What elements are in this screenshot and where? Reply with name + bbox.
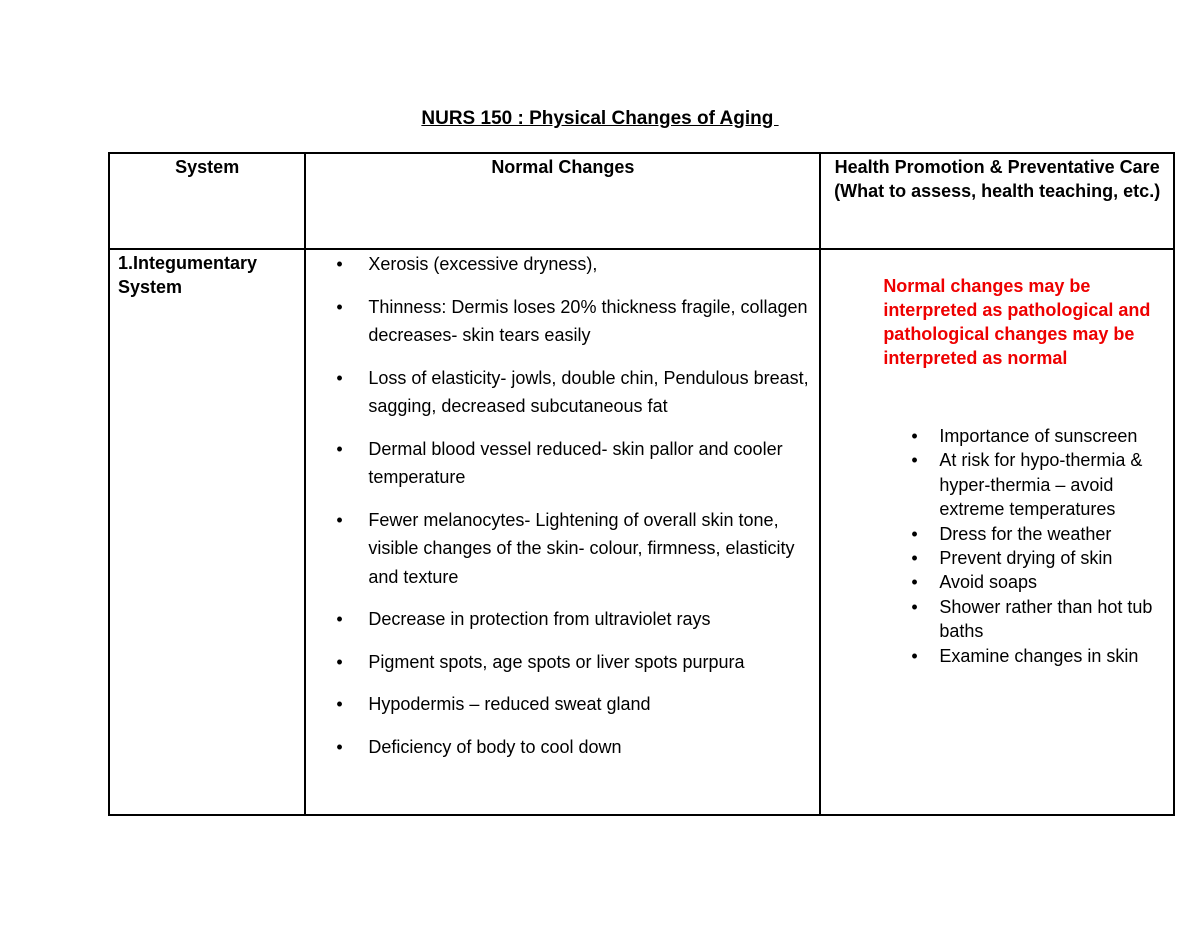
list-item: • Fewer melanocytes- Lightening of overall skin tone, visible changes of the skin- colour, firmness, elasticity and texture <box>334 506 819 592</box>
document-title: NURS 150 : Physical Changes of Aging <box>421 108 779 129</box>
list-item: • Shower rather than hot tub baths <box>911 595 1173 644</box>
list-item: • Decrease in protection from ultraviolet rays <box>334 605 819 634</box>
list-item: • At risk for hypo-thermia & hyper-thermia – avoid extreme temperatures <box>911 448 1173 521</box>
list-item: • Dermal blood vessel reduced- skin pallor and cooler temperature <box>334 435 819 492</box>
normal-changes-cell <box>305 249 820 815</box>
warning-note: Normal changes may be interpreted as pathological and pathological changes may be interpreted as normal <box>883 276 1151 368</box>
list-item: • Importance of sunscreen <box>911 424 1173 448</box>
list-item: • Loss of elasticity- jowls, double chin, Pendulous breast, sagging, decreased subcutaneous fat <box>334 364 819 421</box>
aging-changes-table <box>108 152 1175 816</box>
header-normal-changes <box>305 153 820 249</box>
list-item: • Prevent drying of skin <box>911 546 1173 570</box>
health-promotion-cell <box>820 249 1174 815</box>
list-item: • Deficiency of body to cool down <box>334 733 819 762</box>
list-item: • Xerosis (excessive dryness), <box>334 250 819 279</box>
system-cell <box>109 249 305 815</box>
header-system <box>109 153 305 249</box>
list-item: • Hypodermis – reduced sweat gland <box>334 690 819 719</box>
header-health-promotion <box>820 153 1174 249</box>
header-health-promotion-sublabel: (What to assess, health teaching, etc.) <box>834 181 1161 201</box>
list-item: • Thinness: Dermis loses 20% thickness fragile, collagen decreases- skin tears easily <box>334 293 819 350</box>
health-promotion-list <box>821 424 1173 668</box>
header-normal-changes-label: Normal Changes <box>491 157 635 177</box>
header-system-label: System <box>175 157 240 177</box>
table-row <box>109 249 1174 815</box>
list-item: • Examine changes in skin <box>911 644 1173 668</box>
system-name: 1.Integumentary System <box>118 253 258 297</box>
list-item: • Avoid soaps <box>911 570 1173 594</box>
table-header-row <box>109 153 1174 249</box>
list-item: • Pigment spots, age spots or liver spots purpura <box>334 648 819 677</box>
header-health-promotion-label: Health Promotion & Preventative Care <box>834 157 1160 177</box>
list-item: • Dress for the weather <box>911 522 1173 546</box>
normal-changes-list <box>306 250 819 761</box>
